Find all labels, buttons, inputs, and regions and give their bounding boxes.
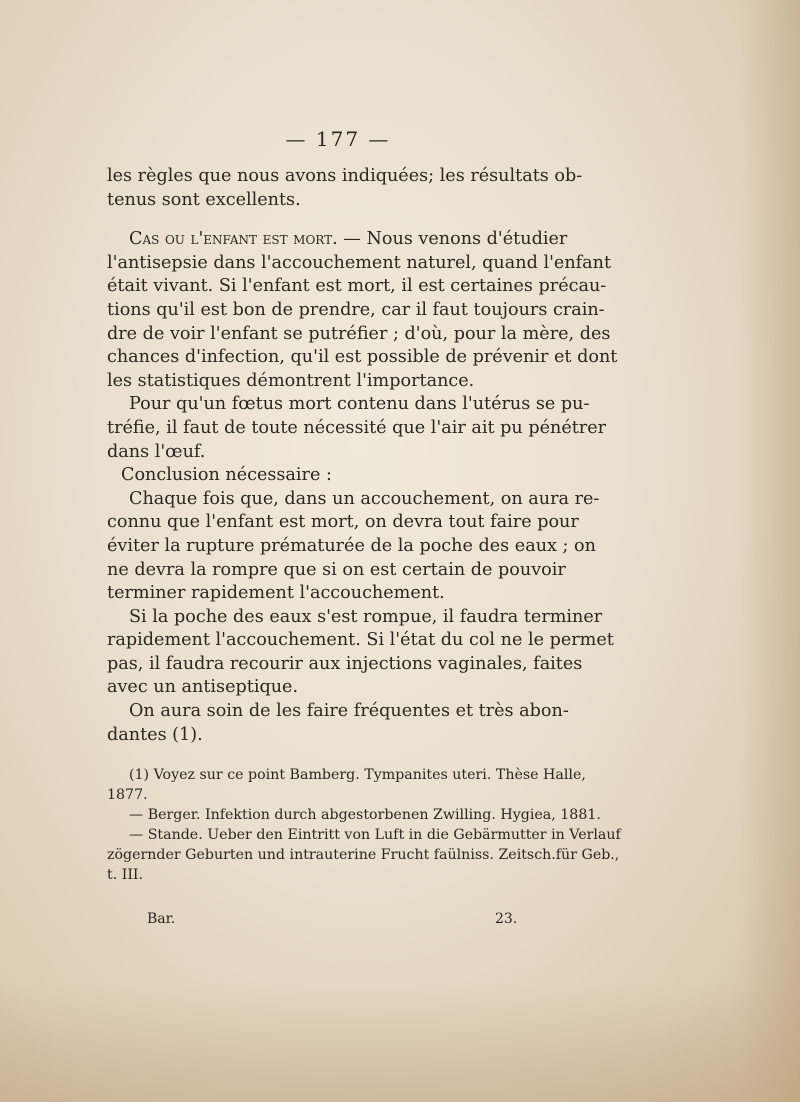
footnote-line: — Berger. Infektion durch abgestorbenen Zwilling. Hygiea, 1881. [129,807,601,824]
text-line: les règles que nous avons indiquées; les résultats ob- [107,166,583,186]
text-line: était vivant. Si l'enfant est mort, il est certaines précau- [107,276,607,297]
text-line: rapidement l'accouchement. Si l'état du col ne le permet [107,630,614,651]
paragraph-7 [107,700,569,747]
footnote-line: t. III. [107,867,144,884]
text-line: les statistiques démontrent l'importance. [107,370,475,391]
printer-signature: Bar. [147,911,176,928]
text-line [107,228,568,252]
text-line: Conclusion nécessaire : [121,465,332,486]
paragraph-3 [107,393,607,464]
text-line: Pour qu'un fœtus mort contenu dans l'utérus se pu- [129,394,590,415]
paragraph-6 [107,606,614,700]
text-line: dre de voir l'enfant se putréfier ; d'où, pour la mère, des [107,323,611,344]
page-edge-shadow-right [740,0,800,1102]
signature-row [107,911,539,933]
text-line: Si la poche des eaux s'est rompue, il faudra terminer [129,606,603,627]
footnote-line: — Stande. Ueber den Eintritt von Luft in die Gebärmutter in Verlauf [129,827,621,844]
text-line: avec un antiseptique. [107,677,299,698]
text-line: ne devra la rompre que si on est certain de pouvoir [107,559,566,580]
footnote-line: (1) Voyez sur ce point Bamberg. Tympanites uteri. Thèse Halle, [129,767,586,784]
text-line: éviter la rupture prématurée de la poche des eaux ; on [107,535,596,556]
text-line: tréfie, il faut de toute nécessité que l'air ait pu pénétrer [107,417,607,438]
paragraph-2 [107,228,618,393]
paragraph-1 [107,165,583,212]
text-line-tail: — Nous venons d'étudier [337,229,568,250]
text-line: On aura soin de les faire fréquentes et très abon- [129,701,569,722]
text-line: pas, il faudra recourir aux injections vaginales, faites [107,653,583,674]
footnote-line: zögernder Geburten und intrauterine Frucht faülniss. Zeitsch.für Geb., [107,847,620,864]
text-line: terminer rapidement l'accouchement. [107,583,445,604]
text-line: Chaque fois que, dans un accouchement, on aura re- [129,488,600,509]
text-line: tenus sont excellents. [107,189,301,210]
text-line: l'antisepsie dans l'accouchement naturel, quand l'enfant [107,252,612,273]
footnote-line: 1877. [107,787,148,804]
footnotes [107,765,621,885]
text-line: connu que l'enfant est mort, on devra tout faire pour [107,512,579,533]
text-line: dans l'œuf. [107,441,206,462]
page-edge-shadow-bottom [0,982,800,1102]
text-line: dantes (1). [107,724,203,745]
text-line: tions qu'il est bon de prendre, car il faut toujours crain- [107,299,605,320]
page-number: — 177 — [285,127,391,151]
text-line: chances d'infection, qu'il est possible de prévenir et dont [107,347,618,368]
paragraph-4 [107,464,539,488]
text-block [107,125,621,933]
sheet-number: 23. [495,911,518,928]
section-heading: Cas ou l'enfant est mort. [129,229,338,250]
paragraph-5 [107,488,600,606]
